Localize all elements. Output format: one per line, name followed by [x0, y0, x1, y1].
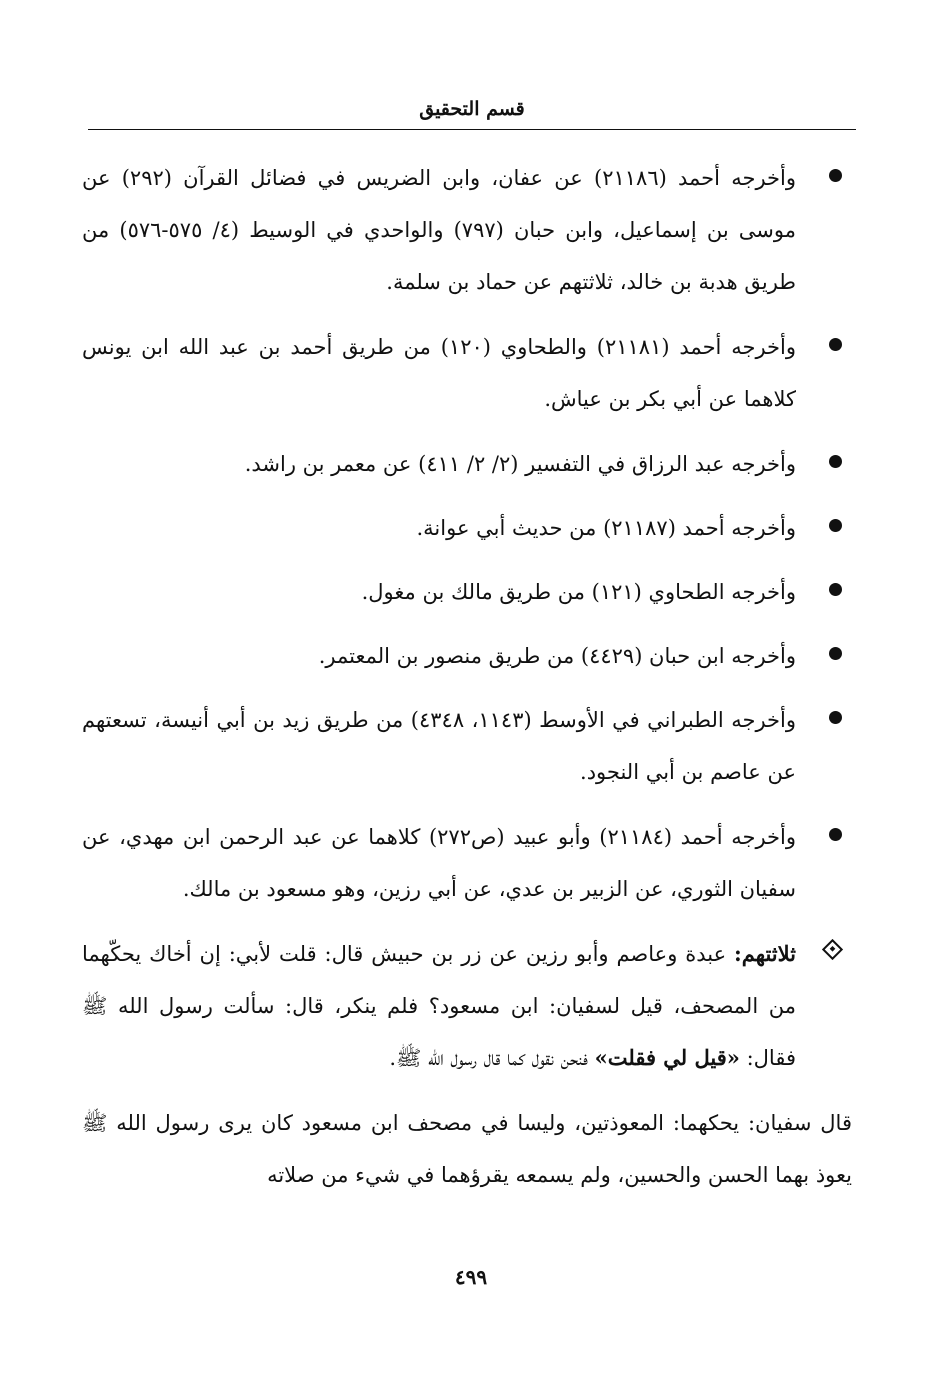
bullet-icon	[829, 519, 842, 532]
bullet-icon	[829, 583, 842, 596]
list-item-text: وأخرجه أحمد (٢١١٨٤) وأبو عبيد (ص٢٧٢) كلاهما عن عبد الرحمن ابن مهدي، عن سفيان الثوري، عن الزبير بن عدي، عن أبي رزين، وهو مسعود بن مالك.	[82, 825, 796, 901]
list-item-text: وأخرجه عبد الرزاق في التفسير (٢/ ٢/ ٤١١) عن معمر بن راشد.	[244, 452, 796, 476]
list-item	[82, 811, 852, 915]
list-item-text: وأخرجه أحمد (٢١١٨٧) من حديث أبي عوانة.	[416, 516, 796, 540]
list-item	[82, 152, 852, 308]
page-header-title: قسم التحقيق	[419, 98, 525, 120]
bullet-icon	[829, 828, 842, 841]
page-number: ٤٩٩	[454, 1265, 488, 1289]
list-item-text: وأخرجه الطحاوي (١٢١) من طريق مالك بن مغول.	[361, 580, 796, 604]
note-label: ثلاثتهم:	[734, 941, 796, 966]
list-item	[82, 630, 852, 682]
list-item	[82, 321, 852, 425]
diamond-icon	[822, 939, 843, 960]
page-body	[82, 152, 852, 1201]
bullet-icon	[829, 647, 842, 660]
list-item-text: وأخرجه أحمد (٢١١٨٦) عن عفان، وابن الضريس في فضائل القرآن (٢٩٢) عن موسى بن إسماعيل، وابن حبان (٧٩٧) والواحدي في الوسيط (٤/ ٥٧٥-٥٧٦) من طريق هدبة بن خالد، ثلاثتهم عن حماد بن سلمة.	[82, 166, 797, 294]
body-paragraph: قال سفيان: يحكهما: المعوذتين، وليسا في مصحف ابن مسعود كان يرى رسول الله ﷺ يعوذ بهما الحسن والحسين، ولم يسمعه يقرؤهما في شيء من صلاته	[82, 1111, 852, 1187]
note-text: عبدة وعاصم وأبو رزين عن زر بن حبيش قال: قلت لأبي: إن أخاك يحكّهما من المصحف، قيل لسفيان: ابن مسعود؟ فلم ينكر، قال: سألت رسول الله ﷺ فقال:	[82, 942, 796, 1070]
note-quote: «قيل لي فقلت»	[594, 1045, 740, 1070]
bullet-icon	[829, 169, 842, 182]
list-item	[82, 502, 852, 554]
list-item	[82, 694, 852, 798]
note-text-end: فنحن نقول كما قال رسول الله ﷺ.	[389, 1046, 595, 1070]
list-item	[82, 566, 852, 618]
list-item-text: وأخرجه أحمد (٢١١٨١) والطحاوي (١٢٠) من طريق أحمد بن عبد الله ابن يونس كلاهما عن أبي بكر بن عياش.	[82, 335, 797, 411]
bullet-icon	[829, 455, 842, 468]
header-rule	[88, 129, 856, 130]
list-item	[82, 438, 852, 490]
bullet-icon	[829, 338, 842, 351]
list-item-text: وأخرجه ابن حبان (٤٤٢٩) من طريق منصور بن المعتمر.	[318, 644, 796, 668]
bullet-icon	[829, 711, 842, 724]
list-item-text: وأخرجه الطبراني في الأوسط (١١٤٣، ٤٣٤٨) من طريق زيد بن أبي أنيسة، تسعتهم عن عاصم بن أبي النجود.	[82, 708, 796, 784]
note-item	[82, 928, 852, 1084]
